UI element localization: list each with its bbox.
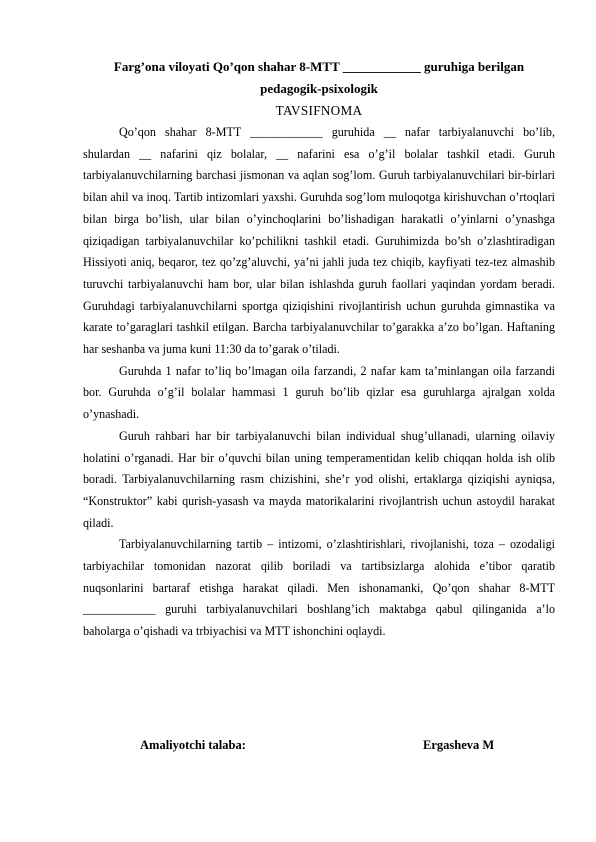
paragraph-4: Tarbiyalanuvchilarning tartib – intizomi, o’zlashtirishlari, rivojlanishi, toza – ozodaligi tarbiyachilar tomonidan nazorat qilib boriladi va tartibsizlarga alohida e’tibor qaratib nuqsonlarini bartaraf etishga harakat qiladi. Men ishonamanki, Qo’qon shahar 8-MTT ____________ guruhi tarbiyalanuvchilari boshlang’ich maktabga qabul qilinganida a’lo baholarga o’qishadi va trbiyachisi va MTT ishonchini oqlaydi. bbox=[83, 537, 555, 639]
signature-name: Ergasheva M bbox=[423, 738, 495, 752]
signature-role: Amaliyotchi talaba: bbox=[140, 738, 246, 752]
paragraph-1: Qo’qon shahar 8-MTT ____________ guruhida __ nafar tarbiyalanuvchi bo’lib, shulardan __ nafarini qiz bolalar, __ nafarini esa o’g’il bolalar tashkil etadi. Guruh tarbiyalanuvchilarning barchasi jismonan va aqlan sog’lom. Guruh tarbiyalanuvchilari bir-birlari bilan ahil va inoq. Tartib intizomlari yaxshi. Guruhda sog’lom muloqotga kirishuvchan o’rtoqlari bilan birga bo’lish, ular bilan o’yinchoqlarini bo’lishadigan harakatli o’yinlarni o’ynashga qiziqadigan tarbiyalanuvchilar ko’pchilikni tashkil etadi. Guruhimizda bo’sh o’zlashtiradigan Hissiyoti aniq, beqaror, tez qo’zg’aluvchi, ya’ni jahli juda tez chiqib, kayfiyati tez-tez almashib turuvchi tarbiyalanuvchi ham bor, ular bilan ishlashda guruh faollari yaqindan yordam beradi. Guruhdagi tarbiyalanuvchilarni sportga qiziqishini rivojlantirish uchun guruhda gimnastika va karate to’garaglari tashkil etilgan. Barcha tarbiyalanuvchilar to’garakka a’zo bo’lgan. Haftaning har seshanba va juma kuni 11:30 da to’garak o’tiladi. bbox=[83, 125, 555, 357]
paragraph-3: Guruh rahbari har bir tarbiyalanuvchi bilan individual shug’ullanadi, ularning oilaviy holatini o’rganadi. Har bir o’quvchi bilan uning temperamentidan kelib chiqqan holda ish olib boradi. Tarbiyalanuvchilarning rasm chizishini, she’r yod olishi, ertaklarga qiziqishi ayniqsa, “Konstruktor” kabi qurish-yasash va mayda matorikalarini rivojlantrish uchun astoydil harakat qiladi. bbox=[83, 428, 555, 530]
document-title: TAVSIFNOMA bbox=[275, 103, 363, 118]
document-header-line-1: Farg’ona viloyati Qo’qon shahar 8-MTT ____________ guruhiga berilgan bbox=[113, 59, 525, 74]
document-page bbox=[83, 56, 555, 643]
document-header-line-2: pedagogik-psixologik bbox=[260, 81, 378, 96]
paragraph-2: Guruhda 1 nafar to’liq bo’lmagan oila farzandi, 2 nafar kam ta’minlangan oila farzandi bor. Guruhda o’g’il bolalar hammasi 1 guruh bo’lib qizlar esa guruhlarga ajralgan xolda o’ynashadi. bbox=[83, 363, 555, 422]
